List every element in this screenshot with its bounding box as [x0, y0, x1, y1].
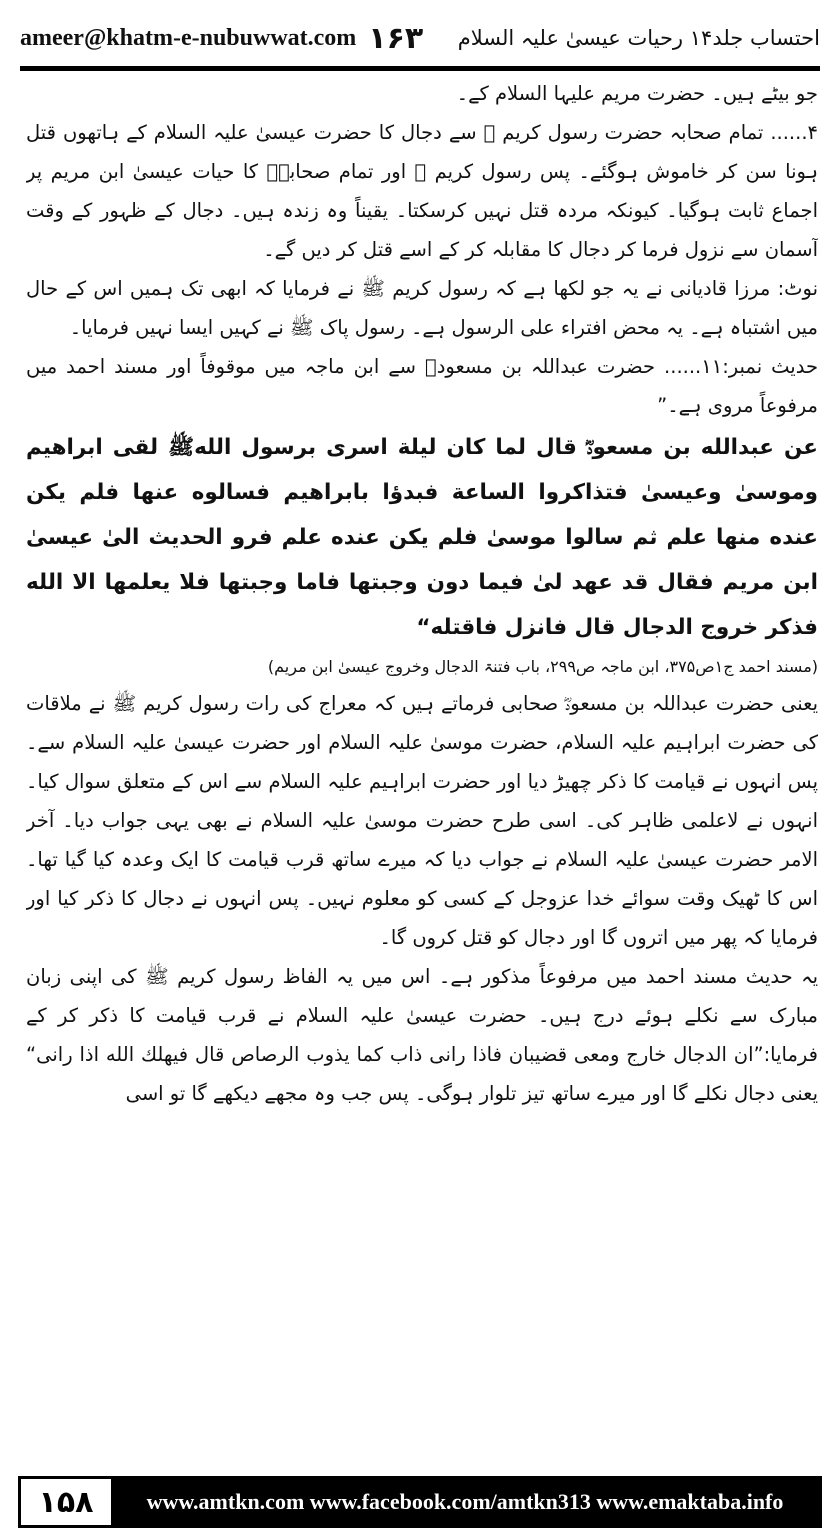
hadith-intro: حدیث نمبر:۱۱...... حضرت عبداللہ بن مسعودؓ سے ابن ماجہ میں موقوفاً اور مسند احمد میں مرفوعاً مروی ہے۔”: [26, 355, 818, 417]
footer-page-number: ۱۵۸: [21, 1479, 111, 1525]
page-body: [26, 74, 818, 1466]
header-divider: [20, 66, 820, 71]
paragraph-1: جو بیٹے ہیں۔ حضرت مریم علیہا السلام کے۔: [456, 82, 818, 105]
page-footer: [18, 1476, 822, 1528]
commentary-paragraph: یہ حدیث مسند احمد میں مرفوعاً مذکور ہے۔ اس میں یہ الفاظ رسول کریم ﷺ کی اپنی زبان مبارک سے نکلے ہوئے درج ہیں۔ حضرت عیسیٰ علیہ السلام نے قرب قیامت کا ذکر کر کے فرمایا:”ان الدجال خارج ومعی قضیبان فاذا رانی ذاب کما یذوب الرصاص قال فیھلك الله اذا رانی“ یعنی دجال نکلے گا اور میرے ساتھ تیز تلوار ہوگی۔ پس جب وہ مجھے دیکھے گا تو اسی: [26, 965, 818, 1105]
header-page-number: ۱۶۳: [368, 20, 424, 56]
page-header: [20, 12, 820, 64]
footer-links: www.amtkn.com www.facebook.com/amtkn313 www.emaktaba.info: [111, 1479, 819, 1525]
header-title: احتساب جلد۱۴ رحیات عیسیٰ علیہ السلام: [457, 26, 820, 50]
header-email: ameer@khatm-e-nubuwwat.com: [20, 24, 357, 51]
header-left: [20, 21, 423, 56]
translation-paragraph: یعنی حضرت عبداللہ بن مسعودؓ صحابی فرماتے ہیں کہ معراج کی رات رسول کریم ﷺ نے ملاقات کی حضرت ابراہیم علیہ السلام، حضرت موسیٰ علیہ السلام اور حضرت عیسیٰ علیہ السلام سے۔ پس انہوں نے قیامت کا ذکر چھیڑ دیا اور حضرت ابراہیم علیہ السلام سے اس کے متعلق سوال کیا۔ انہوں نے لاعلمی ظاہر کی۔ اسی طرح حضرت موسیٰ علیہ السلام نے بھی یہی جواب دیا۔ آخر الامر حضرت عیسیٰ علیہ السلام نے جواب دیا کہ میرے ساتھ قرب قیامت کا ایک وعدہ کیا گیا تھا۔ اس کا ٹھیک وقت سوائے خدا عزوجل کے کسی کو معلوم نہیں۔ پس انہوں نے دجال کا ذکر کیا اور فرمایا کہ پھر میں اتروں گا اور دجال کو قتل کروں گا۔: [26, 692, 818, 949]
paragraph-2: ۴...... تمام صحابہ حضرت رسول کریم ﷺ سے دجال کا حضرت عیسیٰ علیہ السلام کے ہاتھوں قتل ہونا سن کر خاموش ہوگئے۔ پس رسول کریم ﷺ اور تمام صحابہؓ کا حیات عیسیٰ ابن مریم پر اجماع ثابت ہوگیا۔ کیونکہ مردہ قتل نہیں کرسکتا۔ یقیناً وہ زندہ ہیں۔ دجال کے ظہور کے وقت آسمان سے نزول فرما کر دجال کا مقابلہ کر کے اسے قتل کر دیں گے۔: [26, 121, 818, 261]
hadith-reference: (مسند احمد ج۱ص۳۷۵، ابن ماجہ ص۲۹۹، باب فتنۃ الدجال وخروج عیسیٰ ابن مریم): [267, 657, 818, 676]
note-paragraph: نوٹ: مرزا قادیانی نے یہ جو لکھا ہے کہ رسول کریم ﷺ نے فرمایا کہ ابھی تک ہمیں اس کے حال میں اشتباہ ہے۔ یہ محض افتراء علی الرسول ہے۔ رسول پاک ﷺ نے کہیں ایسا نہیں فرمایا۔: [26, 277, 818, 339]
arabic-hadith-text: عن عبدالله بن مسعودؓ قال لما كان ليلة اسرى برسول اللهﷺ لقى ابراهيم وموسىٰ وعيسىٰ فتذاكروا الساعة فبدؤا بابراهيم فسالوه عنها فلم يكن عنده منها علم ثم سالوا موسىٰ فلم يكن عنده علم فرو الحديث الىٰ عيسىٰ ابن مريم فقال قد عهد لىٰ فيما دون وجبتها فاما وجبتها فلا يعلمها الا الله فذكر خروج الدجال قال فانزل فاقتله“: [26, 435, 818, 640]
